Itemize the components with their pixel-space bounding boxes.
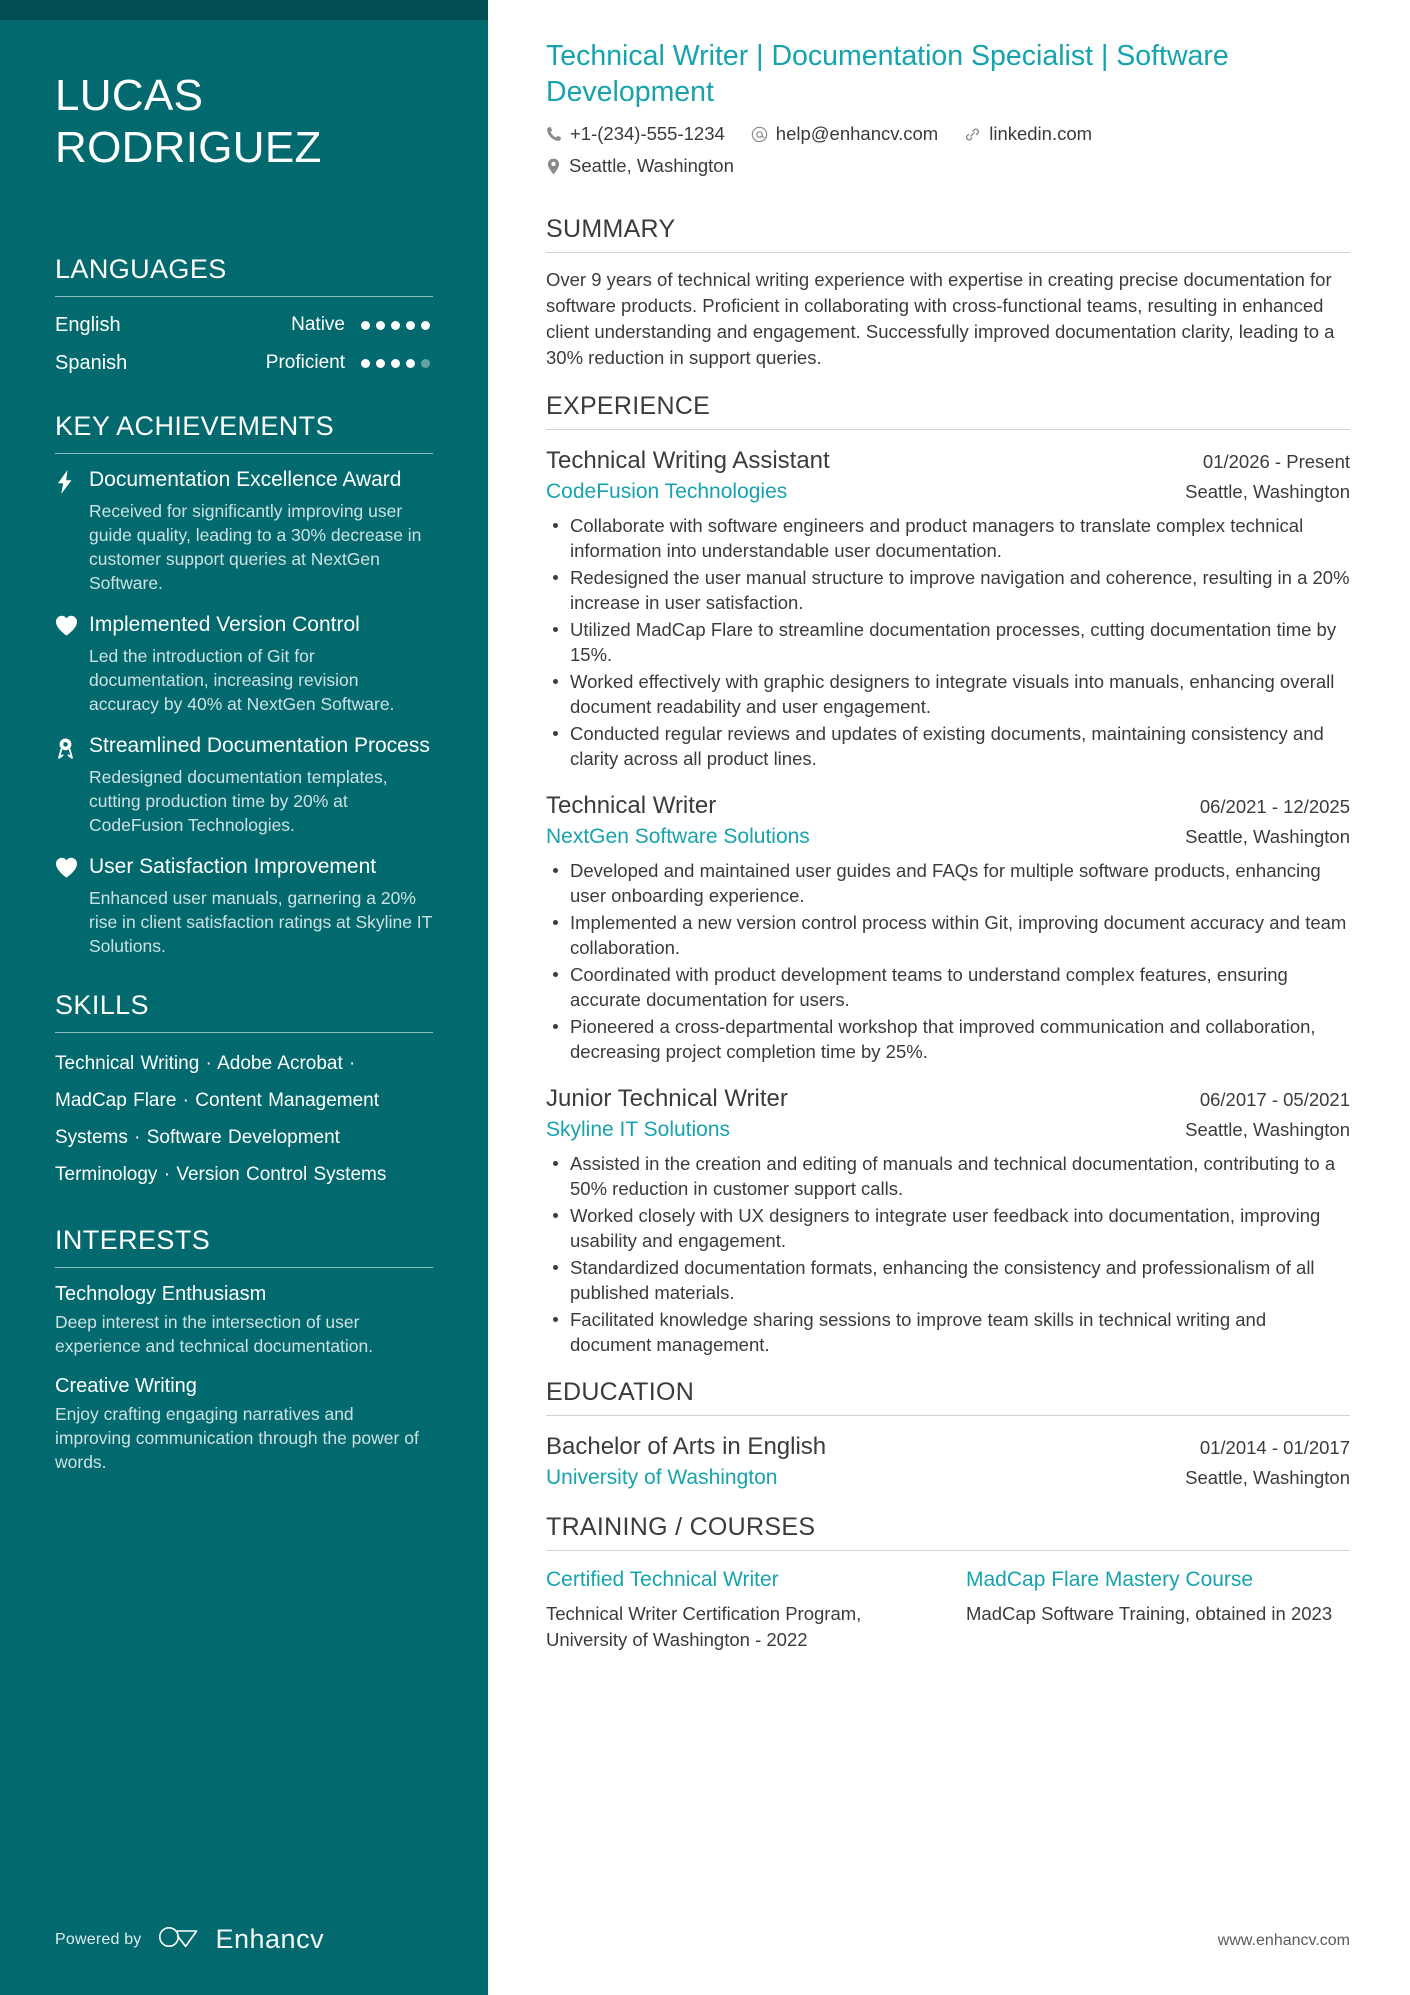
job-bullet: Conducted regular reviews and updates of existing documents, maintaining consistency and clarity across all product lines.: [546, 721, 1350, 771]
language-level: Proficient: [265, 352, 345, 373]
skill-item: MadCap Flare ·: [55, 1090, 196, 1111]
section-education: [546, 1375, 1350, 1492]
course-title: MadCap Flare Mastery Course: [966, 1568, 1254, 1591]
language-rating-dots: [361, 359, 433, 368]
contact-line-location: [546, 152, 1350, 180]
heart-icon: [55, 853, 89, 958]
section-languages: [55, 252, 433, 379]
site-url-footer: www.enhancv.com: [1217, 1932, 1350, 1949]
school-location: Seattle, Washington: [1185, 1467, 1350, 1488]
interest-item: [55, 1280, 433, 1358]
skills-divider: [55, 1032, 433, 1033]
skill-item: Version Control Systems: [176, 1164, 387, 1185]
interest-description: Deep interest in the intersection of user experience and technical documentation.: [55, 1312, 374, 1356]
job-location: Seattle, Washington: [1185, 481, 1350, 502]
job-title: Technical Writing Assistant: [546, 447, 830, 474]
sidebar: [0, 0, 488, 1995]
job-company: NextGen Software Solutions: [546, 825, 810, 848]
phone-value: +1-(234)-555-1234: [570, 123, 725, 144]
interest-title: Creative Writing: [55, 1375, 197, 1397]
job-subheader: [546, 477, 1350, 506]
at-sign-icon: [751, 126, 768, 143]
section-skills: [55, 988, 433, 1193]
achievement-title: User Satisfaction Improvement: [89, 855, 377, 878]
job-bullet: Redesigned the user manual structure to improve navigation and coherence, resulting in a 20% increase in user satisfaction.: [546, 565, 1350, 615]
sidebar-top-accent-bar: [0, 0, 488, 20]
enhancv-logo-icon: [158, 1924, 206, 1955]
contact-location: [546, 152, 734, 180]
language-row: [55, 309, 433, 341]
map-pin-icon: [546, 158, 561, 175]
lightning-bolt-icon: [55, 466, 89, 595]
achievement-description: Received for significantly improving user guide quality, leading to a 30% decrease in customer support queries at NextGen Software.: [89, 501, 422, 593]
job-title: Technical Writer: [546, 792, 717, 819]
job-location: Seattle, Washington: [1185, 826, 1350, 847]
job-bullet: Facilitated knowledge sharing sessions to improve team skills in technical writing and document management.: [546, 1307, 1350, 1357]
degree-title: Bachelor of Arts in English: [546, 1433, 827, 1460]
job-bullet: Assisted in the creation and editing of manuals and technical documentation, contributing to a 50% reduction in customer support calls.: [546, 1151, 1350, 1201]
achievement-description: Enhanced user manuals, garnering a 20% rise in client satisfaction ratings at Skyline IT Solutions.: [89, 888, 433, 956]
course-description: MadCap Software Training, obtained in 2023: [966, 1603, 1333, 1624]
heart-icon: [55, 611, 89, 716]
email-value: help@enhancv.com: [775, 123, 939, 144]
contact-phone[interactable]: [546, 120, 725, 148]
experience-item: [546, 789, 1350, 1064]
skill-item: Content Management Systems ·: [55, 1090, 380, 1148]
contact-link[interactable]: [964, 120, 1092, 148]
achievement-item: [55, 853, 433, 958]
education-entry: [546, 1430, 1350, 1492]
skill-item: Software Development Terminology ·: [55, 1127, 340, 1185]
skills-heading: SKILLS: [55, 990, 149, 1020]
course-item: [966, 1565, 1350, 1653]
language-level: Native: [291, 314, 345, 335]
job-bullets: [546, 858, 1350, 1064]
education-heading: EDUCATION: [546, 1378, 695, 1406]
skill-item: Adobe Acrobat ·: [217, 1053, 356, 1074]
courses-grid: [546, 1565, 1350, 1653]
job-title: Junior Technical Writer: [546, 1085, 788, 1112]
achievement-item: [55, 732, 433, 837]
job-subheader: [546, 1115, 1350, 1144]
powered-by-label: Powered by: [55, 1930, 142, 1948]
first-name: LUCAS: [55, 71, 204, 120]
job-header: [546, 444, 1350, 477]
contact-info: [546, 120, 1350, 180]
job-bullet: Worked closely with UX designers to integrate user feedback into documentation, improving usability and engagement.: [546, 1203, 1350, 1253]
degree-dates: 01/2014 - 01/2017: [1199, 1437, 1350, 1458]
language-row: [55, 347, 433, 379]
skill-item: Technical Writing ·: [55, 1053, 218, 1074]
job-subheader: [546, 822, 1350, 851]
experience-item: [546, 1082, 1350, 1357]
training-divider: [546, 1550, 1350, 1551]
achievement-title: Implemented Version Control: [89, 613, 360, 636]
job-bullet: Collaborate with software engineers and product managers to translate complex technical information into understandable user documentation.: [546, 513, 1350, 563]
link-icon: [964, 126, 981, 143]
achievement-description: Led the introduction of Git for documentation, increasing revision accuracy by 40% at NextGen Software.: [89, 646, 395, 714]
interests-divider: [55, 1267, 433, 1268]
achievements-heading: KEY ACHIEVEMENTS: [55, 411, 334, 441]
language-name: English: [55, 314, 121, 336]
interest-title: Technology Enthusiasm: [55, 1283, 267, 1305]
candidate-name: [55, 70, 433, 174]
experience-item: [546, 444, 1350, 771]
job-bullet: Pioneered a cross-departmental workshop that improved communication and collaboration, decreasing project completion time by 25%.: [546, 1014, 1350, 1064]
contact-line-primary: [546, 120, 1350, 148]
section-interests: [55, 1223, 433, 1474]
achievement-title: Documentation Excellence Award: [89, 468, 402, 491]
interest-item: [55, 1372, 433, 1474]
achievement-item: [55, 611, 433, 716]
location-value: Seattle, Washington: [569, 155, 734, 176]
section-key-achievements: [55, 409, 433, 958]
summary-heading: SUMMARY: [546, 215, 676, 243]
job-header: [546, 789, 1350, 822]
job-bullet: Utilized MadCap Flare to streamline documentation processes, cutting documentation time by 15%.: [546, 617, 1350, 667]
job-bullet: Coordinated with product development teams to understand complex features, ensuring accurate documentation for users.: [546, 962, 1350, 1012]
achievement-item: [55, 466, 433, 595]
job-company: Skyline IT Solutions: [546, 1118, 731, 1141]
job-bullet: Implemented a new version control process within Git, improving document accuracy and team collaboration.: [546, 910, 1350, 960]
training-heading: TRAINING / COURSES: [546, 1513, 816, 1541]
enhancv-wordmark: Enhancv: [215, 1924, 325, 1954]
skills-list: [55, 1045, 433, 1193]
job-dates: 01/2026 - Present: [1202, 451, 1350, 472]
job-bullets: [546, 513, 1350, 771]
languages-heading: LANGUAGES: [55, 254, 227, 284]
course-title: Certified Technical Writer: [546, 1568, 779, 1591]
interests-heading: INTERESTS: [55, 1225, 211, 1255]
award-ribbon-icon: [55, 732, 89, 837]
languages-divider: [55, 296, 433, 297]
section-experience: [546, 389, 1350, 1357]
language-name: Spanish: [55, 352, 128, 374]
job-dates: 06/2017 - 05/2021: [1199, 1089, 1350, 1110]
job-bullets: [546, 1151, 1350, 1357]
enhancv-brand: [158, 1924, 325, 1955]
summary-divider: [546, 252, 1350, 253]
main-content: [488, 0, 1410, 1995]
job-company: CodeFusion Technologies: [546, 480, 788, 503]
job-bullet: Standardized documentation formats, enhancing the consistency and professionalism of all published materials.: [546, 1255, 1350, 1305]
link-value: linkedin.com: [989, 123, 1093, 144]
school-name: University of Washington: [546, 1466, 778, 1489]
phone-icon: [546, 126, 562, 142]
achievements-divider: [55, 453, 433, 454]
section-training: [546, 1510, 1350, 1653]
professional-headline: Technical Writer | Documentation Specialist | Software Development: [546, 40, 1229, 108]
job-dates: 06/2021 - 12/2025: [1199, 796, 1350, 817]
contact-email[interactable]: [751, 120, 938, 148]
course-item: [546, 1565, 930, 1653]
job-bullet: Developed and maintained user guides and FAQs for multiple software products, enhancing user onboarding experience.: [546, 858, 1350, 908]
interest-description: Enjoy crafting engaging narratives and improving communication through the power of words.: [55, 1404, 419, 1472]
job-header: [546, 1082, 1350, 1115]
summary-text: Over 9 years of technical writing experience with expertise in creating precise documentation for software products. Proficient in collaborating with cross-functional teams, resulting in enhanced client understanding and engagement. Successfully improved documentation clarity, leading to a 30% reduction in support queries.: [546, 269, 1335, 368]
experience-divider: [546, 429, 1350, 430]
achievement-title: Streamlined Documentation Process: [89, 734, 430, 757]
language-rating-dots: [361, 321, 433, 330]
last-name: RODRIGUEZ: [55, 123, 322, 172]
job-location: Seattle, Washington: [1185, 1119, 1350, 1140]
section-summary: [546, 212, 1350, 371]
job-bullet: Worked effectively with graphic designers to integrate visuals into manuals, enhancing overall document readability and user engagement.: [546, 669, 1350, 719]
achievement-description: Redesigned documentation templates, cutting production time by 20% at CodeFusion Technologies.: [89, 767, 388, 835]
experience-heading: EXPERIENCE: [546, 392, 711, 420]
powered-by-footer: [55, 1924, 324, 1955]
education-divider: [546, 1415, 1350, 1416]
experience-list: [546, 444, 1350, 1357]
course-description: Technical Writer Certification Program, University of Washington - 2022: [546, 1603, 862, 1650]
